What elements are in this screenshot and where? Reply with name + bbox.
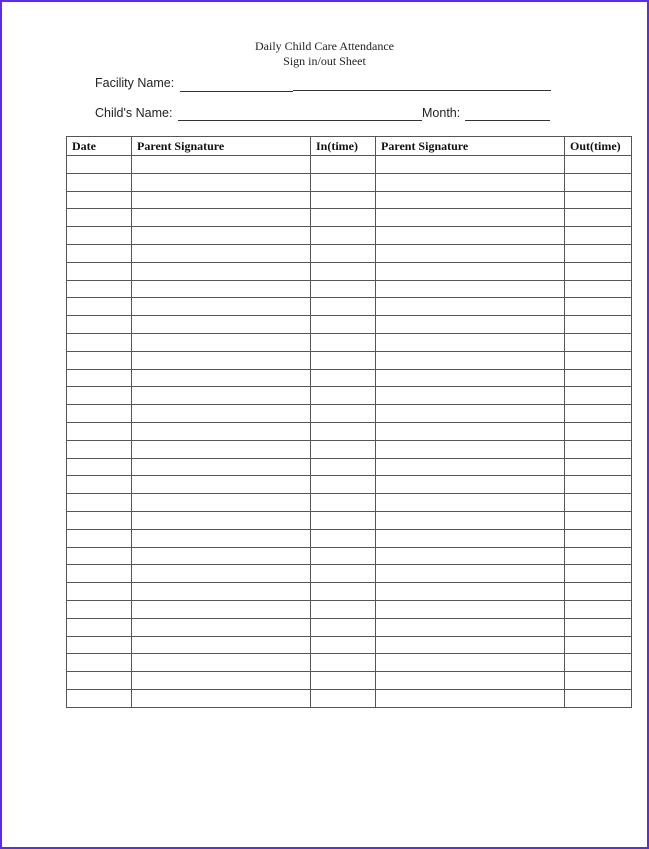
parent-signature-out-cell[interactable] [376,333,565,351]
child-name-label: Child's Name: [95,106,173,120]
in-time-cell[interactable] [311,654,376,672]
date-cell[interactable] [67,280,132,298]
month-field[interactable] [465,120,550,121]
table-row [67,672,632,690]
parent-signature-out-cell[interactable] [376,351,565,369]
out-time-cell[interactable] [565,440,632,458]
in-time-cell[interactable] [311,173,376,191]
in-time-cell[interactable] [311,280,376,298]
out-time-cell[interactable] [565,618,632,636]
child-name-field[interactable] [178,120,422,121]
facility-name-field[interactable] [180,91,293,92]
date-cell[interactable] [67,227,132,245]
in-time-cell[interactable] [311,458,376,476]
in-time-cell[interactable] [311,529,376,547]
out-time-cell[interactable] [565,547,632,565]
in-time-cell[interactable] [311,689,376,707]
table-row [67,191,632,209]
parent-signature-out-cell[interactable] [376,583,565,601]
parent-signature-in-cell[interactable] [132,333,311,351]
parent-signature-out-cell[interactable] [376,280,565,298]
parent-signature-out-cell[interactable] [376,298,565,316]
out-time-cell[interactable] [565,156,632,174]
parent-signature-in-cell[interactable] [132,458,311,476]
in-time-cell[interactable] [311,422,376,440]
parent-signature-in-cell[interactable] [132,672,311,690]
out-time-cell[interactable] [565,191,632,209]
parent-signature-out-cell[interactable] [376,494,565,512]
out-time-cell[interactable] [565,476,632,494]
date-cell[interactable] [67,511,132,529]
out-time-cell[interactable] [565,351,632,369]
date-cell[interactable] [67,351,132,369]
parent-signature-in-cell[interactable] [132,369,311,387]
parent-signature-out-cell[interactable] [376,672,565,690]
parent-signature-out-cell[interactable] [376,227,565,245]
table-row [67,476,632,494]
table-row [67,298,632,316]
parent-signature-out-cell[interactable] [376,618,565,636]
parent-signature-in-cell[interactable] [132,209,311,227]
table-row [67,405,632,423]
parent-signature-out-cell[interactable] [376,689,565,707]
date-cell[interactable] [67,209,132,227]
date-cell[interactable] [67,618,132,636]
form-title: Daily Child Care Attendance [255,39,394,53]
column-header-date: Date [67,137,132,156]
parent-signature-out-cell[interactable] [376,636,565,654]
date-cell[interactable] [67,529,132,547]
in-time-cell[interactable] [311,227,376,245]
table-row [67,689,632,707]
table-row [67,511,632,529]
parent-signature-out-cell[interactable] [376,422,565,440]
in-time-cell[interactable] [311,191,376,209]
parent-signature-in-cell[interactable] [132,227,311,245]
parent-signature-out-cell[interactable] [376,387,565,405]
in-time-cell[interactable] [311,333,376,351]
parent-signature-in-cell[interactable] [132,654,311,672]
table-row [67,440,632,458]
in-time-cell[interactable] [311,565,376,583]
in-time-cell[interactable] [311,351,376,369]
facility-name-label: Facility Name: [95,76,175,90]
out-time-cell[interactable] [565,244,632,262]
date-cell[interactable] [67,387,132,405]
parent-signature-in-cell[interactable] [132,387,311,405]
table-row [67,316,632,334]
in-time-cell[interactable] [311,244,376,262]
attendance-table [66,136,632,708]
in-time-cell[interactable] [311,636,376,654]
table-row [67,618,632,636]
parent-signature-out-cell[interactable] [376,244,565,262]
date-cell[interactable] [67,689,132,707]
date-cell[interactable] [67,600,132,618]
table-row [67,583,632,601]
parent-signature-in-cell[interactable] [132,173,311,191]
parent-signature-out-cell[interactable] [376,173,565,191]
in-time-cell[interactable] [311,672,376,690]
in-time-cell[interactable] [311,387,376,405]
in-time-cell[interactable] [311,511,376,529]
parent-signature-out-cell[interactable] [376,262,565,280]
in-time-cell[interactable] [311,262,376,280]
column-header-out-time: Out(time) [565,137,632,156]
parent-signature-out-cell[interactable] [376,191,565,209]
table-row [67,565,632,583]
parent-signature-out-cell[interactable] [376,316,565,334]
in-time-cell[interactable] [311,440,376,458]
table-row [67,351,632,369]
date-cell[interactable] [67,583,132,601]
in-time-cell[interactable] [311,547,376,565]
out-time-cell[interactable] [565,298,632,316]
month-label: Month: [422,106,461,120]
parent-signature-out-cell[interactable] [376,476,565,494]
out-time-cell[interactable] [565,333,632,351]
date-cell[interactable] [67,672,132,690]
parent-signature-in-cell[interactable] [132,405,311,423]
out-time-cell[interactable] [565,173,632,191]
out-time-cell[interactable] [565,405,632,423]
table-row [67,636,632,654]
out-time-cell[interactable] [565,672,632,690]
table-row [67,369,632,387]
in-time-cell[interactable] [311,316,376,334]
out-time-cell[interactable] [565,458,632,476]
parent-signature-in-cell[interactable] [132,156,311,174]
form-subtitle: Sign in/out Sheet [283,54,366,68]
date-cell[interactable] [67,244,132,262]
parent-signature-in-cell[interactable] [132,476,311,494]
column-header-in-time: In(time) [311,137,376,156]
in-time-cell[interactable] [311,298,376,316]
date-cell[interactable] [67,547,132,565]
parent-signature-in-cell[interactable] [132,618,311,636]
date-cell[interactable] [67,333,132,351]
parent-signature-in-cell[interactable] [132,440,311,458]
parent-signature-in-cell[interactable] [132,316,311,334]
date-cell[interactable] [67,173,132,191]
parent-signature-in-cell[interactable] [132,298,311,316]
table-row [67,547,632,565]
in-time-cell[interactable] [311,405,376,423]
parent-signature-in-cell[interactable] [132,583,311,601]
date-cell[interactable] [67,298,132,316]
parent-signature-in-cell[interactable] [132,689,311,707]
column-header-parent-signature-out: Parent Signature [376,137,565,156]
table-row [67,209,632,227]
date-cell[interactable] [67,654,132,672]
parent-signature-out-cell[interactable] [376,600,565,618]
in-time-cell[interactable] [311,369,376,387]
table-row [67,156,632,174]
out-time-cell[interactable] [565,654,632,672]
table-row [67,244,632,262]
table-row [67,227,632,245]
date-cell[interactable] [67,156,132,174]
parent-signature-out-cell[interactable] [376,369,565,387]
parent-signature-out-cell[interactable] [376,156,565,174]
parent-signature-out-cell[interactable] [376,654,565,672]
parent-signature-in-cell[interactable] [132,529,311,547]
table-body [67,156,632,708]
table-row [67,529,632,547]
table-row [67,494,632,512]
parent-signature-out-cell[interactable] [376,565,565,583]
date-cell[interactable] [67,369,132,387]
parent-signature-in-cell[interactable] [132,494,311,512]
out-time-cell[interactable] [565,494,632,512]
parent-signature-in-cell[interactable] [132,547,311,565]
out-time-cell[interactable] [565,529,632,547]
in-time-cell[interactable] [311,494,376,512]
in-time-cell[interactable] [311,156,376,174]
parent-signature-out-cell[interactable] [376,458,565,476]
table-row [67,262,632,280]
date-cell[interactable] [67,458,132,476]
date-cell[interactable] [67,191,132,209]
table-row [67,333,632,351]
parent-signature-in-cell[interactable] [132,262,311,280]
in-time-cell[interactable] [311,583,376,601]
parent-signature-in-cell[interactable] [132,565,311,583]
out-time-cell[interactable] [565,316,632,334]
date-cell[interactable] [67,405,132,423]
out-time-cell[interactable] [565,387,632,405]
out-time-cell[interactable] [565,511,632,529]
parent-signature-out-cell[interactable] [376,529,565,547]
out-time-cell[interactable] [565,689,632,707]
parent-signature-in-cell[interactable] [132,244,311,262]
table-row [67,173,632,191]
date-cell[interactable] [67,636,132,654]
table-row [67,422,632,440]
parent-signature-in-cell[interactable] [132,422,311,440]
parent-signature-in-cell[interactable] [132,280,311,298]
out-time-cell[interactable] [565,369,632,387]
parent-signature-in-cell[interactable] [132,351,311,369]
out-time-cell[interactable] [565,422,632,440]
table-row [67,654,632,672]
parent-signature-out-cell[interactable] [376,547,565,565]
date-cell[interactable] [67,476,132,494]
date-cell[interactable] [67,422,132,440]
parent-signature-in-cell[interactable] [132,636,311,654]
in-time-cell[interactable] [311,209,376,227]
parent-signature-in-cell[interactable] [132,600,311,618]
parent-signature-in-cell[interactable] [132,511,311,529]
table-row [67,458,632,476]
out-time-cell[interactable] [565,636,632,654]
in-time-cell[interactable] [311,618,376,636]
parent-signature-out-cell[interactable] [376,511,565,529]
out-time-cell[interactable] [565,583,632,601]
table-row [67,387,632,405]
out-time-cell[interactable] [565,209,632,227]
date-cell[interactable] [67,440,132,458]
table-row [67,280,632,298]
out-time-cell[interactable] [565,262,632,280]
in-time-cell[interactable] [311,476,376,494]
parent-signature-out-cell[interactable] [376,405,565,423]
table-header-row [67,137,632,156]
out-time-cell[interactable] [565,227,632,245]
date-cell[interactable] [67,565,132,583]
facility-name-field-underline [293,90,551,91]
column-header-parent-signature-in: Parent Signature [132,137,311,156]
parent-signature-out-cell[interactable] [376,209,565,227]
table-row [67,600,632,618]
parent-signature-in-cell[interactable] [132,191,311,209]
date-cell[interactable] [67,494,132,512]
out-time-cell[interactable] [565,600,632,618]
parent-signature-out-cell[interactable] [376,440,565,458]
out-time-cell[interactable] [565,565,632,583]
in-time-cell[interactable] [311,600,376,618]
out-time-cell[interactable] [565,280,632,298]
date-cell[interactable] [67,262,132,280]
date-cell[interactable] [67,316,132,334]
